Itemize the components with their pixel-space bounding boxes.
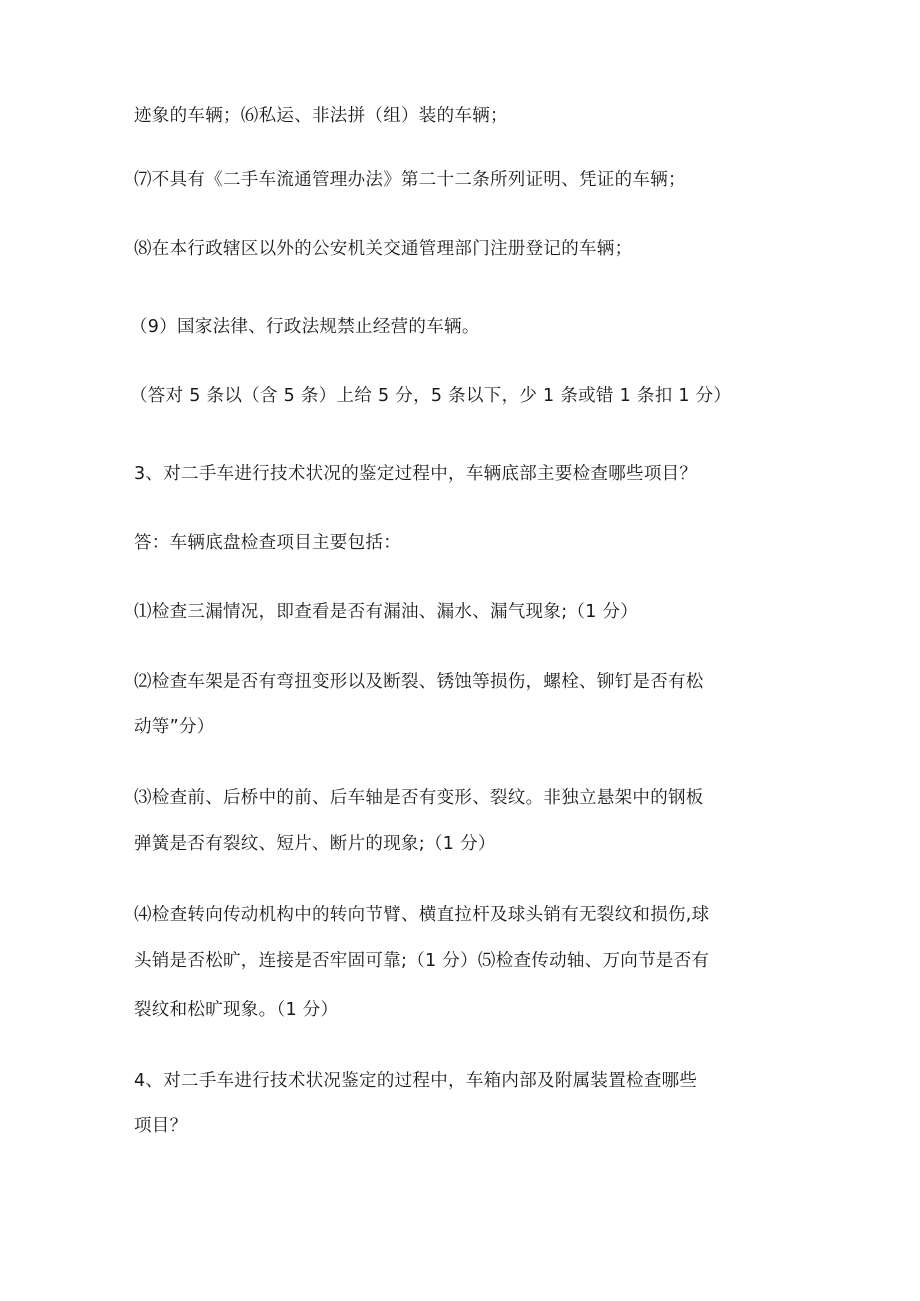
text-line: ⑶检查前、后桥中的前、后车轴是否有变形、裂纹。非独立悬架中的钢板 — [134, 788, 704, 808]
text-line: 动等”分） — [134, 717, 215, 737]
text-line: ⑴检查三漏情况，即查看是否有漏油、漏水、漏气现象;（1 分） — [134, 602, 639, 622]
question-heading: 3、对二手车进行技术状况的鉴定过程中，车辆底部主要检查哪些项目？ — [134, 464, 698, 484]
text-line: ⑵检查车架是否有弯扭变形以及断裂、锈蚀等损伤，螺栓、铆钉是否有松 — [134, 672, 704, 692]
text-line: ⑻在本行政辖区以外的公安机关交通管理部门注册登记的车辆； — [134, 239, 633, 259]
text-line: ⑺不具有《二手车流通管理办法》第二十二条所列证明、凭证的车辆； — [134, 170, 686, 190]
text-line: ⑷检查转向传动机构中的转向节臂、横直拉杆及球头销有无裂纹和损伤,球 — [134, 905, 710, 925]
text-line: 裂纹和松旷现象。（1 分） — [134, 1000, 339, 1020]
text-line: 项目？ — [134, 1116, 188, 1136]
text-line: 头销是否松旷，连接是否牢固可靠;（1 分）⑸检查传动轴、万向节是否有 — [134, 951, 710, 971]
answer-intro: 答：车辆底盘检查项目主要包括： — [134, 533, 401, 553]
text-line: 迹象的车辆；⑹私运、非法拼（组）装的车辆； — [134, 106, 508, 126]
text-line: （答对 5 条以（含 5 条）上给 5 分，5 条以下，少 1 条或错 1 条扣 1 分） — [130, 386, 732, 406]
question-heading: 4、对二手车进行技术状况鉴定的过程中，车箱内部及附属装置检查哪些 — [134, 1071, 698, 1091]
text-line: 弹簧是否有裂纹、短片、断片的现象;（1 分） — [134, 834, 496, 854]
text-line: （9）国家法律、行政法规禁止经营的车辆。 — [130, 317, 480, 337]
